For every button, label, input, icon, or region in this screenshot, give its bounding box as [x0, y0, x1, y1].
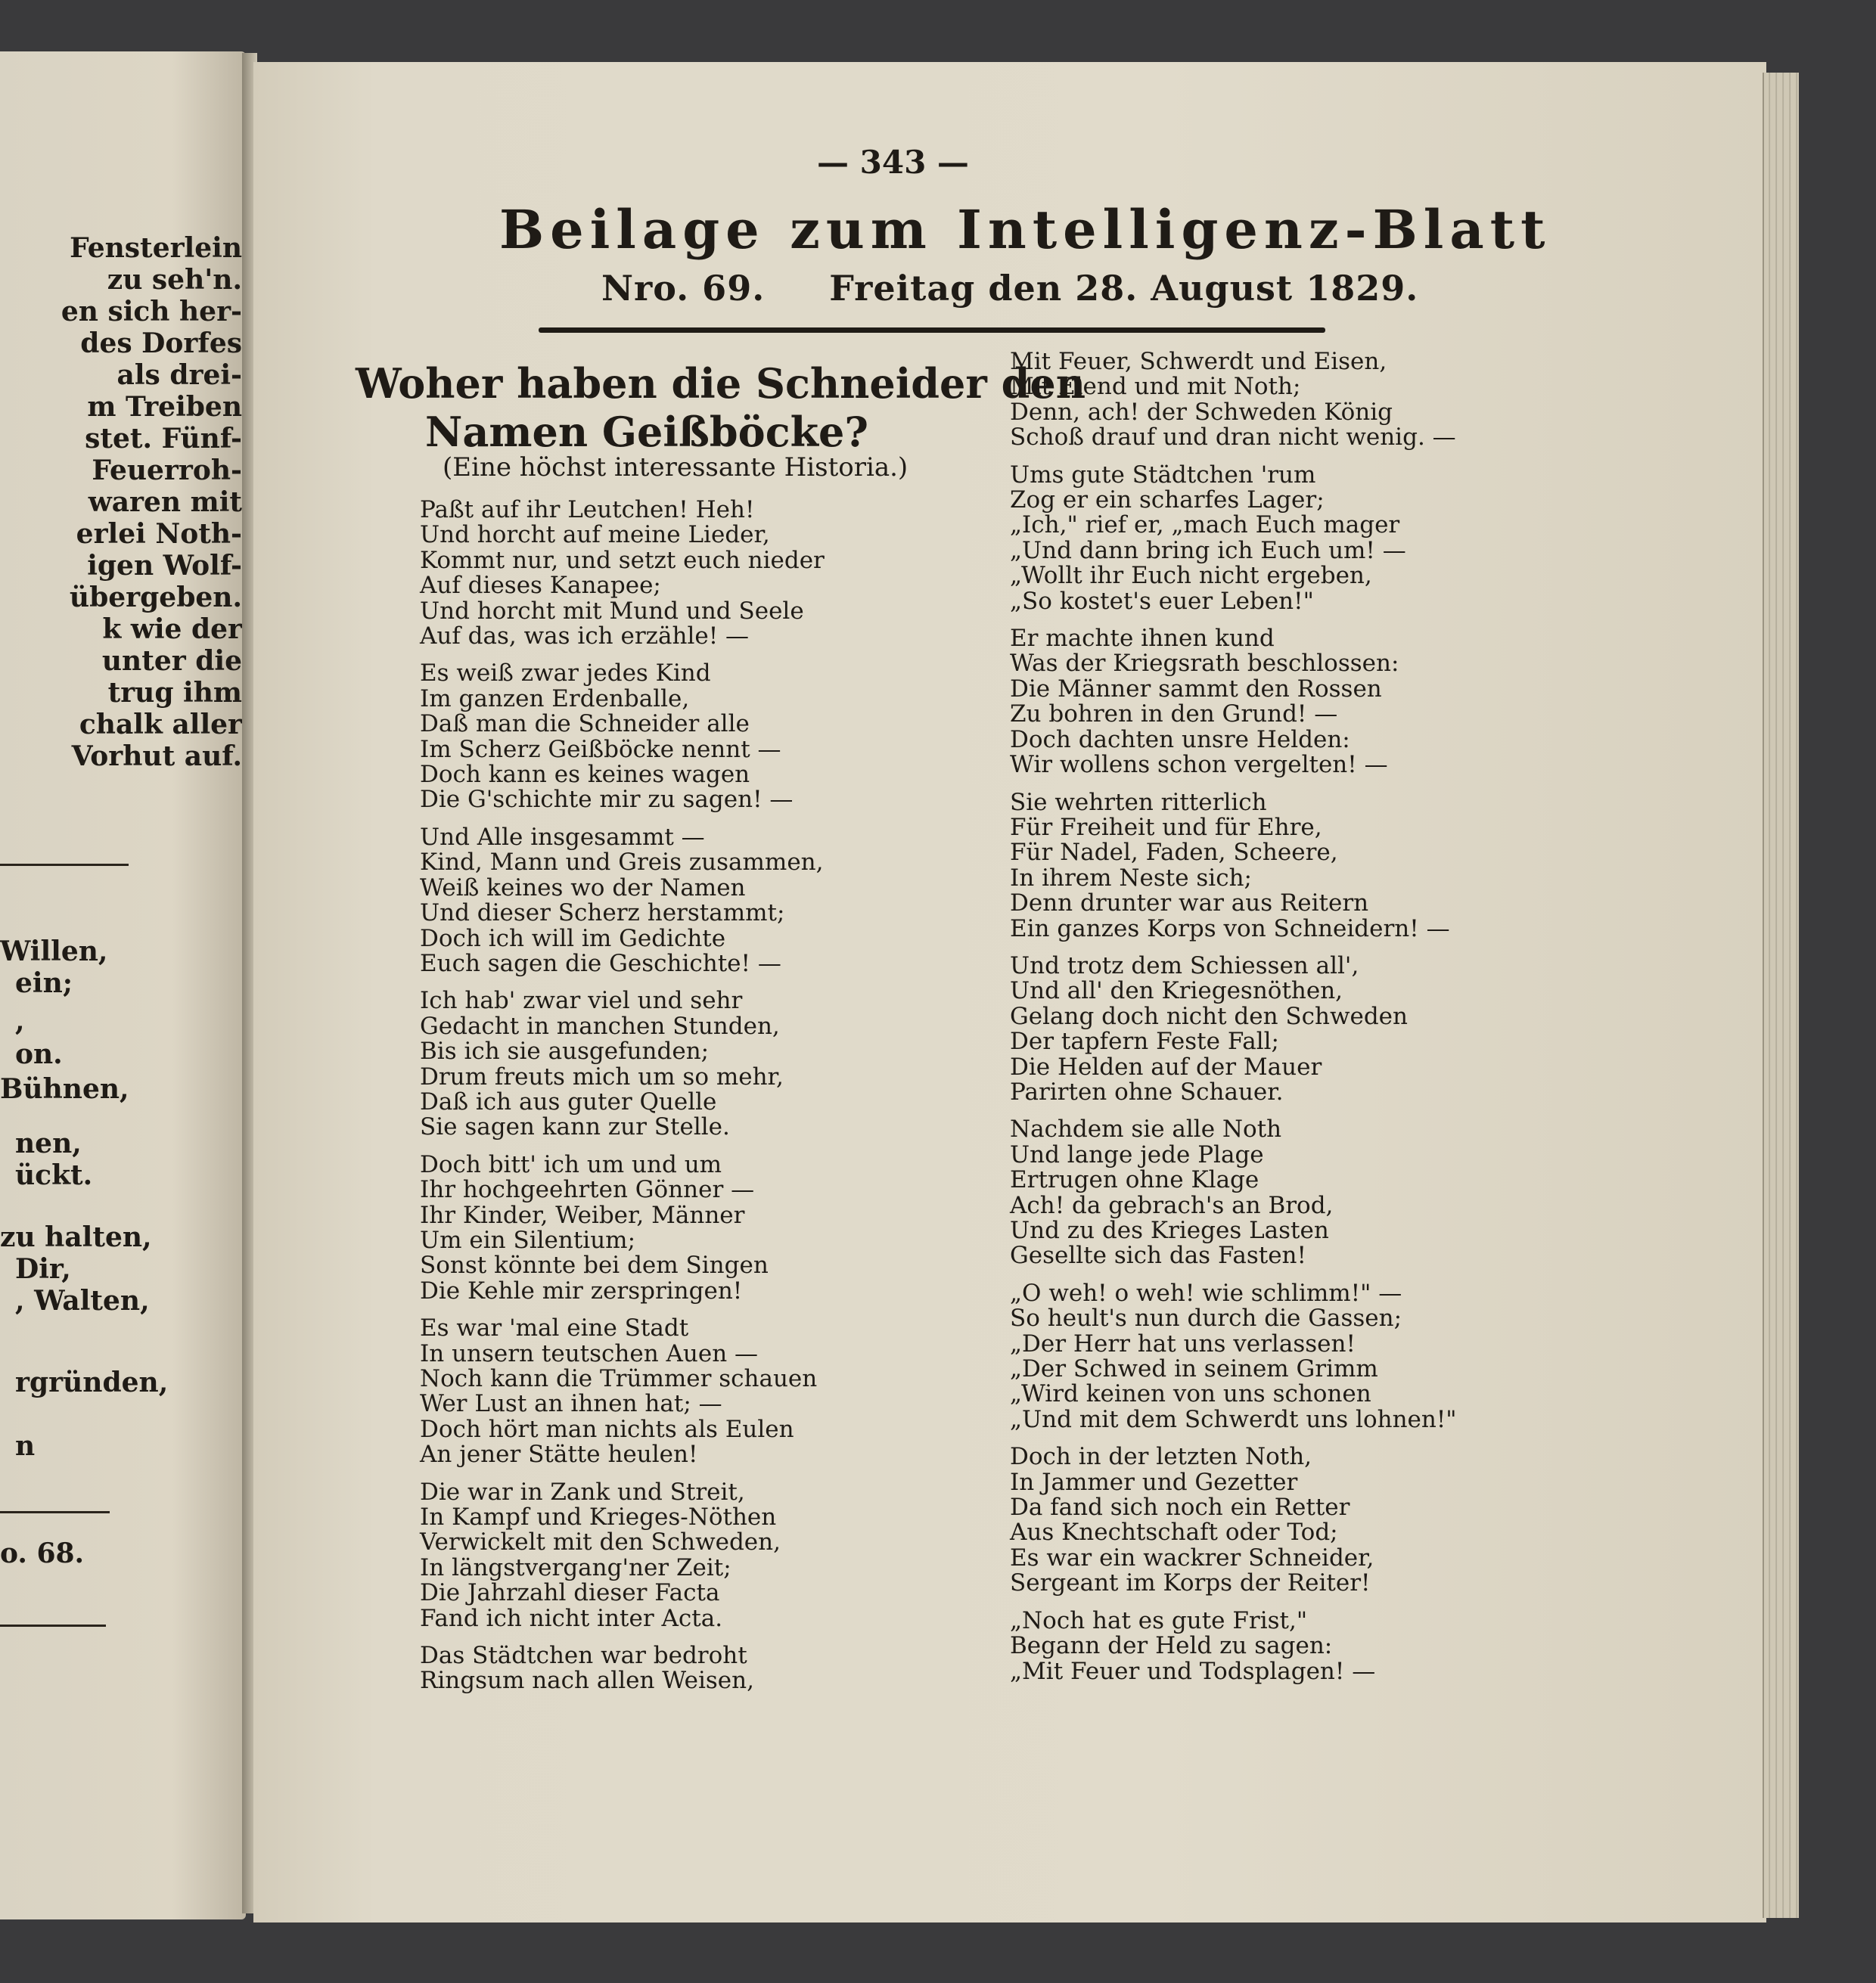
- left-page-line: nen,: [15, 1128, 82, 1159]
- verse-line: Sie sagen kann zur Stelle.: [420, 1113, 730, 1141]
- stanza: [1010, 1606, 1457, 1685]
- verse-line: Das Städtchen war bedroht: [420, 1642, 747, 1670]
- verse-line: Und horcht auf meine Lieder,: [420, 521, 770, 549]
- left-page-line: igen Wolf-: [87, 550, 242, 582]
- issue-date: Freitag den 28. August 1829.: [829, 268, 1419, 309]
- verse-line: Es weiß zwar jedes Kind: [420, 659, 711, 687]
- stanza: [1010, 951, 1457, 1106]
- verse-line: Daß man die Schneider alle: [420, 710, 750, 738]
- verse-line: Schoß drauf und dran nicht wenig. —: [1010, 424, 1456, 452]
- verse-line: Und dieser Scherz herstammt;: [420, 899, 785, 927]
- verse-line: Verwickelt mit den Schweden,: [420, 1528, 781, 1556]
- verse-line: Und lange jede Plage: [1010, 1140, 1264, 1168]
- poem-column-right: [1010, 349, 1457, 1696]
- verse-line: Was der Kriegsrath beschlossen:: [1010, 650, 1399, 678]
- verse-line: Fand ich nicht inter Acta.: [420, 1604, 723, 1632]
- verse-line: Um ein Silentium;: [420, 1226, 636, 1254]
- header-rule: [539, 327, 1325, 333]
- left-page-line: ein;: [15, 967, 73, 999]
- verse-line: Und zu des Krieges Lasten: [1010, 1217, 1329, 1244]
- stanza: [420, 661, 825, 812]
- left-page-line: k wie der: [102, 613, 242, 645]
- verse-line: „Der Herr hat uns verlassen!: [1010, 1330, 1356, 1358]
- verse-line: Ich hab' zwar viel und sehr: [420, 987, 743, 1015]
- verse-line: Auf das, was ich erzähle! —: [420, 622, 750, 650]
- verse-line: Für Freiheit und für Ehre,: [1010, 813, 1322, 841]
- verse-line: Ihr hochgeehrten Gönner —: [420, 1176, 755, 1204]
- verse-line: Auf dieses Kanapee;: [420, 572, 661, 600]
- verse-line: Er machte ihnen kund: [1010, 625, 1275, 653]
- verse-line: „Ich," rief er, „mach Euch mager: [1010, 511, 1400, 539]
- verse-line: Für Nadel, Faden, Scheere,: [1010, 839, 1338, 867]
- verse-line: „Wollt ihr Euch nicht ergeben,: [1010, 562, 1372, 590]
- verse-line: Wir wollens schon vergelten! —: [1010, 751, 1388, 779]
- verse-line: In unsern teutschen Auen —: [420, 1339, 759, 1367]
- verse-line: Es war 'mal eine Stadt: [420, 1314, 689, 1342]
- verse-line: In ihrem Neste sich;: [1010, 864, 1252, 892]
- verse-line: Euch sagen die Geschichte! —: [420, 949, 781, 977]
- issue-number: Nro. 69.: [601, 268, 766, 309]
- stanza: [420, 498, 825, 649]
- verse-line: Doch hört man nichts als Eulen: [420, 1415, 794, 1443]
- left-page-line: , Walten,: [15, 1285, 150, 1317]
- left-page-line: Dir,: [15, 1253, 71, 1285]
- verse-line: In längstvergang'ner Zeit;: [420, 1553, 731, 1581]
- left-page-line: Willen,: [0, 936, 108, 967]
- left-page-line: als drei-: [116, 359, 242, 391]
- stanza: [1010, 349, 1457, 451]
- verse-line: Doch kann es keines wagen: [420, 761, 750, 789]
- verse-line: Gelang doch nicht den Schweden: [1010, 1002, 1408, 1030]
- left-page-line: waren mit: [88, 486, 242, 518]
- page-number: — 343 —: [817, 144, 969, 181]
- verse-line: Sergeant im Korps der Reiter!: [1010, 1569, 1371, 1597]
- verse-line: Ertrugen ohne Klage: [1010, 1166, 1259, 1194]
- stanza: [1010, 1117, 1457, 1268]
- left-page-line: ückt.: [15, 1159, 93, 1191]
- left-page-line: des Dorfes: [80, 327, 242, 359]
- stanza: [1010, 463, 1457, 614]
- poem-title-line-2: Namen Geißböcke?: [425, 408, 868, 456]
- verse-line: Gedacht in manchen Stunden,: [420, 1012, 780, 1040]
- stanza: [1010, 626, 1457, 777]
- verse-line: Aus Knechtschaft oder Tod;: [1010, 1519, 1338, 1547]
- verse-line: Es war ein wackrer Schneider,: [1010, 1544, 1374, 1572]
- verse-line: „Noch hat es gute Frist,": [1010, 1606, 1308, 1634]
- verse-line: Und trotz dem Schiessen all',: [1010, 951, 1359, 979]
- verse-line: Doch ich will im Gedichte: [420, 924, 726, 952]
- left-page-line: n: [15, 1430, 36, 1462]
- verse-line: „Wird keinen von uns schonen: [1010, 1380, 1371, 1408]
- left-page-line: chalk aller: [79, 709, 242, 740]
- verse-line: Die Männer sammt den Rossen: [1010, 675, 1382, 703]
- left-page-line: stet. Fünf-: [85, 423, 242, 455]
- stanza: [1010, 1281, 1457, 1432]
- verse-line: „Mit Feuer und Todsplagen! —: [1010, 1657, 1376, 1685]
- verse-line: Die G'schichte mir zu sagen! —: [420, 786, 794, 814]
- verse-line: Nachdem sie alle Noth: [1010, 1116, 1282, 1144]
- page-edges: [1763, 73, 1799, 1918]
- stanza: [420, 825, 825, 976]
- verse-line: „Und mit dem Schwerdt uns lohnen!": [1010, 1405, 1457, 1433]
- left-page-line: unter die: [101, 645, 242, 677]
- poem-title-line-1: Woher haben die Schneider den: [356, 359, 1086, 408]
- verse-line: Und horcht mit Mund und Seele: [420, 597, 804, 625]
- verse-line: Der tapfern Feste Fall;: [1010, 1028, 1280, 1056]
- verse-line: Bis ich sie ausgefunden;: [420, 1038, 710, 1066]
- verse-line: „So kostet's euer Leben!": [1010, 587, 1314, 615]
- verse-line: An jener Stätte heulen!: [420, 1441, 698, 1469]
- verse-line: Kind, Mann und Greis zusammen,: [420, 849, 824, 877]
- left-page-line: Vorhut auf.: [71, 740, 242, 772]
- left-page: [0, 51, 246, 1919]
- verse-line: Da fand sich noch ein Retter: [1010, 1494, 1350, 1522]
- verse-line: Ums gute Städtchen 'rum: [1010, 461, 1316, 489]
- verse-line: Denn drunter war aus Reitern: [1010, 889, 1369, 917]
- left-page-line: erlei Noth-: [76, 518, 242, 550]
- stanza: [420, 1150, 825, 1305]
- verse-line: Und all' den Kriegesnöthen,: [1010, 977, 1343, 1005]
- left-page-line: Feuerroh-: [92, 455, 242, 486]
- verse-line: Zu bohren in den Grund! —: [1010, 700, 1338, 728]
- left-page-issue-ref: o. 68.: [0, 1538, 85, 1569]
- stanza: [420, 1643, 825, 1694]
- verse-line: Parirten ohne Schauer.: [1010, 1078, 1284, 1106]
- left-page-rule: [0, 864, 129, 866]
- verse-line: Die war in Zank und Streit,: [420, 1478, 745, 1506]
- left-page-line: rgründen,: [15, 1367, 169, 1398]
- verse-line: Die Helden auf der Mauer: [1010, 1053, 1322, 1081]
- verse-line: So heult's nun durch die Gassen;: [1010, 1305, 1402, 1333]
- verse-line: Kommt nur, und setzt euch nieder: [420, 546, 825, 574]
- verse-line: Drum freuts mich um so mehr,: [420, 1063, 784, 1091]
- verse-line: Ach! da gebrach's an Brod,: [1010, 1191, 1334, 1219]
- stanza: [420, 1316, 825, 1467]
- verse-line: Begann der Held zu sagen:: [1010, 1632, 1333, 1660]
- verse-line: „Und dann bring ich Euch um! —: [1010, 536, 1406, 564]
- verse-line: Paßt auf ihr Leutchen! Heh!: [420, 496, 755, 523]
- supplement-title: Beilage zum Intelligenz-Blatt: [499, 198, 1551, 261]
- verse-line: In Kampf und Krieges-Nöthen: [420, 1504, 777, 1531]
- left-page-line: m Treiben: [87, 391, 242, 423]
- left-page-line: trug ihm: [107, 677, 242, 709]
- verse-line: Mit Elend und mit Noth;: [1010, 373, 1301, 401]
- left-page-rule: [0, 1511, 110, 1513]
- verse-line: Zog er ein scharfes Lager;: [1010, 486, 1325, 514]
- issue-line: [601, 268, 1418, 309]
- verse-line: Ihr Kinder, Weiber, Männer: [420, 1201, 745, 1229]
- verse-line: Doch bitt' ich um und um: [420, 1150, 722, 1178]
- verse-line: Ringsum nach allen Weisen,: [420, 1667, 754, 1695]
- poem-subtitle: (Eine höchst interessante Historia.): [443, 452, 908, 483]
- left-page-rule: [0, 1625, 106, 1627]
- verse-line: Doch dachten unsre Helden:: [1010, 725, 1350, 753]
- verse-line: Die Kehle mir zerspringen!: [420, 1277, 743, 1305]
- verse-line: Und Alle insgesammt —: [420, 823, 705, 851]
- verse-line: Die Jahrzahl dieser Facta: [420, 1579, 720, 1607]
- verse-line: Wer Lust an ihnen hat; —: [420, 1390, 722, 1418]
- verse-line: Ein ganzes Korps von Schneidern! —: [1010, 914, 1450, 942]
- verse-line: Doch in der letzten Noth,: [1010, 1443, 1312, 1471]
- stanza: [1010, 1445, 1457, 1596]
- verse-line: Denn, ach! der Schweden König: [1010, 398, 1393, 426]
- verse-line: „Der Schwed in seinem Grimm: [1010, 1355, 1378, 1383]
- left-page-line: Fensterlein: [70, 232, 242, 264]
- left-page-line: en sich her-: [61, 296, 242, 327]
- verse-line: Mit Feuer, Schwerdt und Eisen,: [1010, 348, 1387, 375]
- poem-title: [356, 359, 1086, 456]
- left-page-line: ,: [15, 1005, 25, 1037]
- left-page-line: zu halten,: [0, 1221, 152, 1253]
- stanza: [420, 1480, 825, 1631]
- verse-line: Im ganzen Erdenballe,: [420, 684, 690, 712]
- left-page-line: übergeben.: [69, 582, 242, 613]
- verse-line: Sonst könnte bei dem Singen: [420, 1252, 769, 1280]
- stanza: [1010, 790, 1457, 942]
- verse-line: Im Scherz Geißböcke nennt —: [420, 735, 781, 763]
- left-page-line: on.: [15, 1038, 63, 1070]
- verse-line: In Jammer und Gezetter: [1010, 1468, 1298, 1496]
- poem-column-left: [420, 498, 825, 1706]
- verse-line: Sie wehrten ritterlich: [1010, 788, 1267, 816]
- verse-line: Noch kann die Trümmer schauen: [420, 1365, 818, 1392]
- left-page-line: zu seh'n.: [107, 264, 242, 296]
- verse-line: Gesellte sich das Fasten!: [1010, 1242, 1306, 1270]
- stanza: [420, 988, 825, 1140]
- verse-line: „O weh! o weh! wie schlimm!" —: [1010, 1279, 1402, 1307]
- verse-line: Weiß keines wo der Namen: [420, 874, 746, 902]
- left-page-line: Bühnen,: [0, 1073, 129, 1105]
- verse-line: Daß ich aus guter Quelle: [420, 1088, 717, 1116]
